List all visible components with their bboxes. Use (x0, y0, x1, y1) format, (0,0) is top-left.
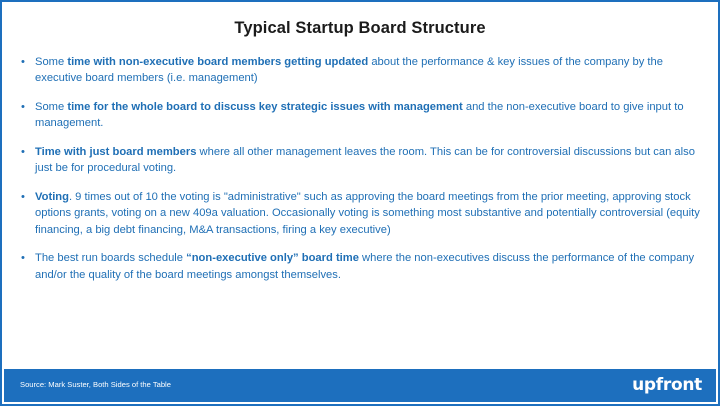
emphasis-text: Voting (35, 190, 69, 203)
bullet-dot-icon: • (21, 190, 25, 203)
body-text: The best run boards schedule (35, 252, 187, 265)
emphasis-text: “non-executive only” board time (186, 252, 359, 265)
body-text: Some (35, 56, 68, 68)
bullet-dot-icon: • (21, 252, 25, 265)
body-text: . 9 times out of 10 the voting is "administrative" such as approving the board meetings from the prior meeting, approving stock options grants, voting on a new 409a valuation. Occasionally voting is something most substantive and potentially controversial (equity financing, a big debt financing, M&A transactions, firing a key executive) (35, 190, 700, 236)
body-text: where the non-executives discuss the performance of the company and/or the quality of the board meetings amongst themselves. (35, 252, 695, 281)
list-item (18, 99, 702, 132)
list-item-text (35, 144, 702, 177)
list-item-text (35, 250, 702, 283)
emphasis-text: time with non-executive board members getting updated (67, 56, 369, 68)
list-item (18, 144, 702, 177)
list-item (18, 250, 702, 283)
body-text: about the performance & key issues of the company by the executive board members (i.e. management) (35, 56, 663, 85)
page-title: Typical Startup Board Structure (234, 19, 486, 37)
list-item (18, 54, 702, 87)
body-text: and the non-executive board to give input to management. (35, 100, 684, 130)
upfront-logo: upfront (632, 375, 702, 395)
bullet-list (18, 54, 702, 295)
body-text: where all other management leaves the room. This can be for controversial discussions but can also just be for procedural voting. (35, 145, 695, 175)
footer-bar (4, 369, 716, 402)
source-citation: Source: Mark Suster, Both Sides of the Table (20, 380, 171, 389)
list-item-text (35, 99, 702, 132)
body-text: Some (35, 100, 68, 113)
emphasis-text: time for the whole board to discuss key strategic issues with management (67, 100, 463, 113)
list-item-text (35, 189, 702, 238)
bullet-dot-icon: • (21, 145, 25, 158)
bullet-dot-icon: • (21, 100, 25, 113)
list-item (18, 189, 702, 238)
list-item-text (35, 54, 702, 87)
bullet-dot-icon: • (21, 56, 25, 68)
emphasis-text: Time with just board members (35, 145, 197, 158)
